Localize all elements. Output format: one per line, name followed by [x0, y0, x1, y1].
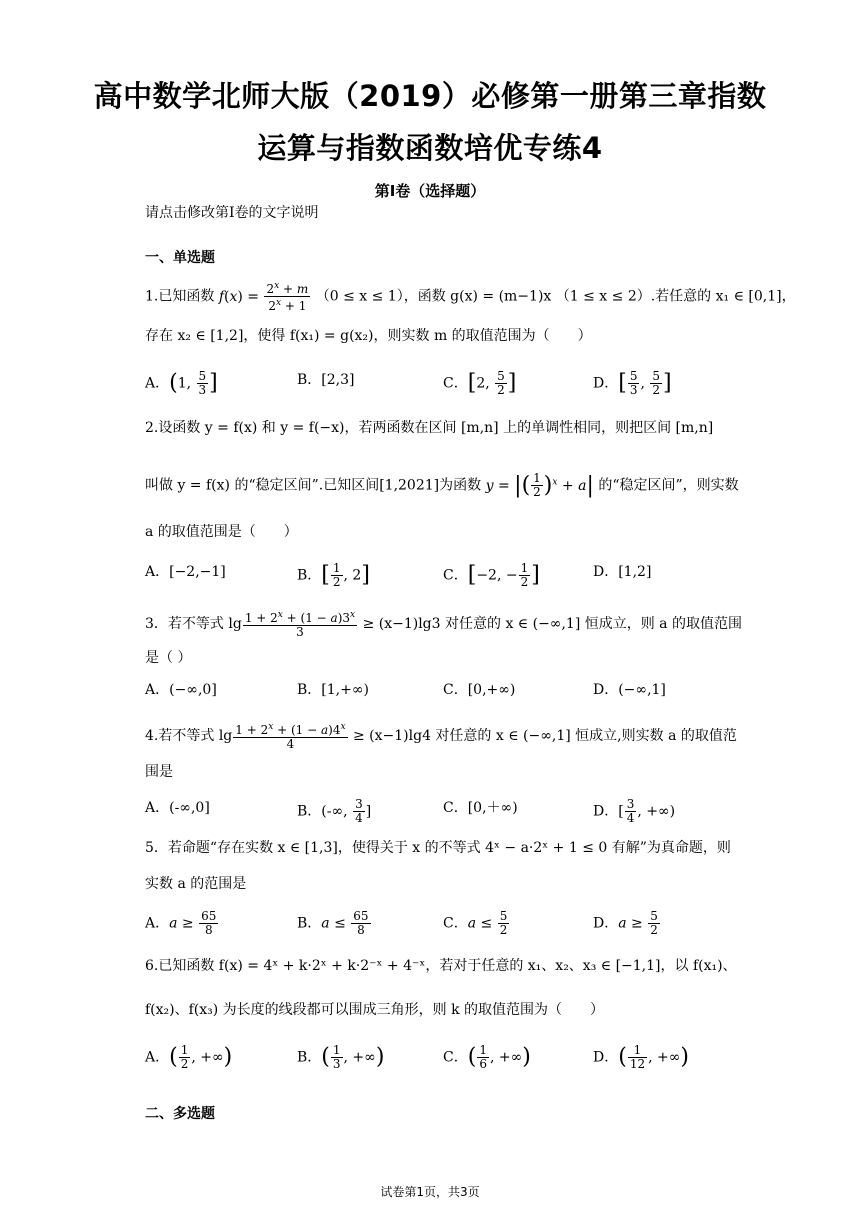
q5-option-c[interactable]: C．a ≤ $\frac{5}{2}$	[443, 909, 508, 937]
q1-option-c[interactable]: C．[2, $\frac{5}{2}$ ]	[443, 369, 517, 397]
question-5-line-1: 5．若命题“存在实数 x ∈ [1,3]，使得关于 x 的不等式 4ˣ − a·2ˣ + 1 ≤ 0 有解”为真命题，则	[145, 840, 731, 856]
page-title-line2: 运算与指数函数培优专练4	[257, 131, 603, 165]
q2-option-a[interactable]: A．[−2,−1]	[145, 564, 226, 580]
section-heading-single-choice: 一、单选题	[145, 250, 215, 266]
question-1-line-2: 存在 x₂ ∈ [1,2]，使得 f(x₁) = g(x₂)，则实数 m 的取值范围为（ ）	[145, 328, 592, 344]
q6-option-b[interactable]: B．( $\frac{1}{3}$ , +∞)	[297, 1043, 385, 1071]
q3-option-c[interactable]: C．[0,+∞)	[443, 682, 516, 698]
q4-option-a[interactable]: A．(-∞,0]	[145, 800, 210, 816]
q4-inequality-formula: lg $\frac{1 + 2^x + (1 - a)4^x}{4}$	[218, 722, 346, 751]
q1-option-b[interactable]: B．[2,3]	[297, 372, 355, 388]
question-6-line-2: f(x₂)、f(x₃) 为长度的线段都可以围成三角形，则 k 的取值范围为（ ）	[145, 1002, 605, 1018]
page-footer: 试卷第1页，共3页	[380, 1185, 480, 1199]
question-2-line-3: a 的取值范围是（ ）	[145, 524, 298, 540]
question-4-line-1: 4.若不等式 lg $\frac{1 + 2^x + (1 - a)4^x}{4}$ ≥ (x−1)lg4 对任意的 x ∈ (−∞,1] 恒成立,则实数 a 的取值范	[145, 722, 737, 751]
question-3-line-1: 3．若不等式 lg $\frac{1 + 2^x + (1 - a)3^x}{3}$ ≥ (x−1)lg3 对任意的 x ∈ (−∞,1] 恒成立，则 a 的取值范围	[145, 610, 742, 639]
q1-option-a[interactable]: A．(1, $\frac{5}{3}$ ]	[145, 369, 218, 397]
juan-description[interactable]: 请点击修改第I卷的文字说明	[145, 205, 319, 221]
q6-option-c[interactable]: C．( $\frac{1}{6}$ , +∞)	[443, 1043, 531, 1071]
question-5-line-2: 实数 a 的范围是	[145, 876, 247, 892]
q6-option-a[interactable]: A．( $\frac{1}{2}$ , +∞)	[145, 1043, 233, 1071]
q5-option-a[interactable]: A．a ≥ $\frac{65}{8}$	[145, 909, 217, 937]
q3-option-d[interactable]: D．(−∞,1]	[593, 682, 666, 698]
q4-option-b[interactable]: B．(-∞, $\frac{3}{4}$ ]	[297, 797, 372, 825]
q3-option-a[interactable]: A．(−∞,0]	[145, 682, 217, 698]
q3-inequality-formula: lg $\frac{1 + 2^x + (1 - a)3^x}{3}$	[228, 610, 356, 639]
q3-option-b[interactable]: B．[1,+∞)	[297, 682, 369, 698]
question-1-line-1: 1.已知函数 f(x) = $\frac{2^x + m}{2^x + 1}$ （0 ≤ x ≤ 1），函数 g(x) = (m−1)x （1 ≤ x ≤ 2）.若任意的 x₁ ∈ [0,1]，	[145, 281, 796, 313]
section-heading-multiple-choice: 二、多选题	[145, 1106, 215, 1122]
q6-option-d[interactable]: D．( $\frac{1}{12}$ , +∞)	[593, 1043, 689, 1071]
q2-option-d[interactable]: D．[1,2]	[593, 564, 652, 580]
juan-title: 第I卷（选择题）	[374, 182, 486, 200]
q2-option-c[interactable]: C．[−2, − $\frac{1}{2}$ ]	[443, 561, 540, 589]
q5-option-b[interactable]: B．a ≤ $\frac{65}{8}$	[297, 909, 369, 937]
q2-option-b[interactable]: B．[ $\frac{1}{2}$ , 2]	[297, 561, 370, 589]
question-3-line-2: 是（ ）	[145, 650, 192, 666]
page-title-line1: 高中数学北师大版（2019）必修第一册第三章指数	[93, 79, 767, 113]
q4-option-c[interactable]: C．[0,＋∞)	[443, 800, 518, 816]
question-2-line-2: 叫做 y = f(x) 的“稳定区间”.已知区间[1,2021]为函数 y = |( $\frac{1}{2}$ )$^x$ + a| 的“稳定区间”，则实数	[145, 471, 739, 500]
q4-option-d[interactable]: D．[ $\frac{3}{4}$ , +∞)	[593, 797, 676, 825]
q2-function-formula: y = |( $\frac{1}{2}$ )$^x$ + a|	[485, 471, 594, 500]
q1-option-d[interactable]: D．[ $\frac{5}{3}$ , $\frac{5}{2}$ ]	[593, 369, 672, 397]
question-2-line-1: 2.设函数 y = f(x) 和 y = f(−x)，若两函数在区间 [m,n] 上的单调性相同，则把区间 [m,n]	[145, 420, 714, 436]
question-6-line-1: 6.已知函数 f(x) = 4ˣ + k·2ˣ + k·2⁻ˣ + 4⁻ˣ，若对于任意的 x₁、x₂、x₃ ∈ [−1,1]，以 f(x₁)、	[145, 958, 737, 974]
q1-fx-formula: f(x) = $\frac{2^x + m}{2^x + 1}$	[218, 281, 309, 313]
q5-option-d[interactable]: D．a ≥ $\frac{5}{2}$	[593, 909, 658, 937]
question-4-line-2: 围是	[145, 764, 173, 780]
